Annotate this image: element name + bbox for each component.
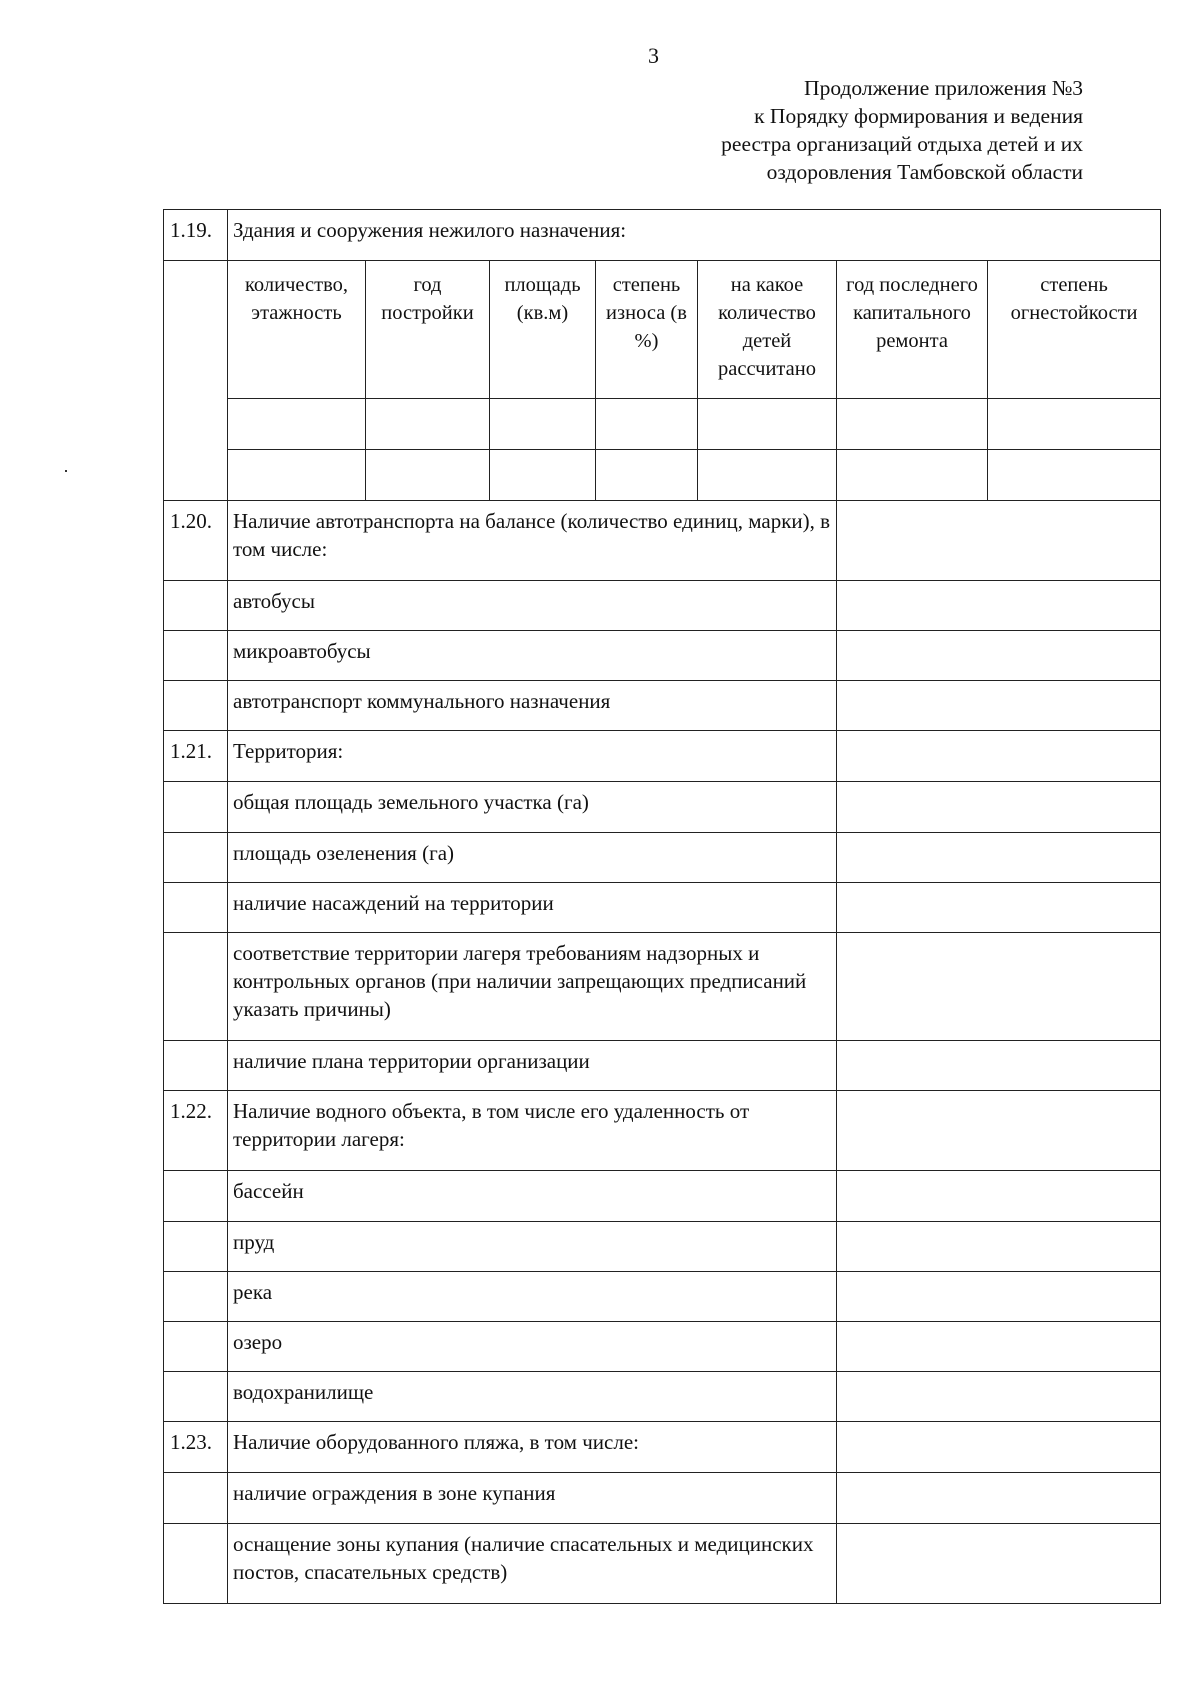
item-number: 1.21. (164, 731, 228, 782)
item-number: 1.20. (164, 501, 228, 581)
item-number (164, 1041, 228, 1091)
item-label: Наличие автотранспорта на балансе (количество единиц, марки), в том числе: (228, 501, 837, 581)
item-value-cell[interactable] (837, 883, 1161, 933)
item-value-cell[interactable] (837, 1473, 1161, 1524)
item-number-cell (164, 261, 228, 501)
item-label: соответствие территории лагеря требованиям надзорных и контрольных органов (при наличии запрещающих предписаний указать причины) (228, 933, 837, 1041)
item-label: пруд (228, 1222, 837, 1272)
item-value-cell[interactable] (837, 1091, 1161, 1171)
item-number: 1.22. (164, 1091, 228, 1171)
item-number (164, 1222, 228, 1272)
item-number (164, 1473, 228, 1524)
page-number: 3 (648, 43, 659, 68)
section-row (164, 1091, 1161, 1171)
sub-item-row (164, 631, 1161, 681)
sub-item-row (164, 782, 1161, 833)
item-label: Наличие водного объекта, в том числе его удаленность от территории лагеря: (228, 1091, 837, 1171)
sub-item-row (164, 681, 1161, 731)
sub-item-row (164, 1322, 1161, 1372)
item-number (164, 833, 228, 883)
sub-item-row (164, 1473, 1161, 1524)
section-row (164, 501, 1161, 581)
sub-item-row (164, 1524, 1161, 1604)
item-label: водохранилище (228, 1372, 837, 1422)
item-value-cell[interactable] (837, 1372, 1161, 1422)
sub-item-row (164, 833, 1161, 883)
item-value-cell[interactable] (837, 501, 1161, 581)
item-label: наличие насаждений на территории (228, 883, 837, 933)
item-number (164, 933, 228, 1041)
column-header-capacity: на какое количество детей рассчитано (698, 261, 837, 399)
item-number (164, 1322, 228, 1372)
entry-cell[interactable] (228, 399, 366, 450)
sub-item-row (164, 1372, 1161, 1422)
entry-cell[interactable] (228, 450, 366, 501)
sub-item-row (164, 1171, 1161, 1222)
item-number (164, 1524, 228, 1604)
item-label: оснащение зоны купания (наличие спасательных и медицинских постов, спасательных средств) (228, 1524, 837, 1604)
item-label: Территория: (228, 731, 837, 782)
item-value-cell[interactable] (837, 1041, 1161, 1091)
sub-item-row (164, 1272, 1161, 1322)
section-row (164, 1422, 1161, 1473)
section-row (164, 731, 1161, 782)
sub-item-row (164, 883, 1161, 933)
item-value-cell[interactable] (837, 581, 1161, 631)
entry-cell[interactable] (988, 450, 1161, 501)
appendix-heading (623, 74, 1083, 186)
sub-item-row (164, 581, 1161, 631)
column-header-count-floors: количество, этажность (228, 261, 366, 399)
item-value-cell[interactable] (837, 782, 1161, 833)
item-label: озеро (228, 1322, 837, 1372)
item-number (164, 631, 228, 681)
heading-line: к Порядку формирования и ведения (754, 104, 1083, 128)
item-label: площадь озеленения (га) (228, 833, 837, 883)
item-number: 1.23. (164, 1422, 228, 1473)
entry-cell[interactable] (490, 399, 596, 450)
entry-cell[interactable] (698, 450, 837, 501)
item-value-cell[interactable] (837, 1171, 1161, 1222)
item-label: Наличие оборудованного пляжа, в том числе: (228, 1422, 837, 1473)
item-label: река (228, 1272, 837, 1322)
entry-cell[interactable] (596, 450, 698, 501)
entry-cell[interactable] (490, 450, 596, 501)
item-label: автотранспорт коммунального назначения (228, 681, 837, 731)
column-header-area: площадь (кв.м) (490, 261, 596, 399)
item-number (164, 1272, 228, 1322)
column-header-wear: степень износа (в %) (596, 261, 698, 399)
sub-item-row (164, 1222, 1161, 1272)
entry-cell[interactable] (698, 399, 837, 450)
item-label: бассейн (228, 1171, 837, 1222)
entry-cell[interactable] (596, 399, 698, 450)
item-label: автобусы (228, 581, 837, 631)
item-number (164, 1171, 228, 1222)
item-value-cell[interactable] (837, 631, 1161, 681)
item-value-cell[interactable] (837, 1272, 1161, 1322)
item-number: 1.19. (164, 210, 228, 261)
column-header-fire-resistance: степень огнестойкости (988, 261, 1161, 399)
item-label: наличие ограждения в зоне купания (228, 1473, 837, 1524)
item-number (164, 681, 228, 731)
column-header-repair-year: год последнего капитального ремонта (837, 261, 988, 399)
entry-cell[interactable] (837, 450, 988, 501)
item-number (164, 581, 228, 631)
item-value-cell[interactable] (837, 1222, 1161, 1272)
entry-cell[interactable] (366, 450, 490, 501)
item-number (164, 782, 228, 833)
item-value-cell[interactable] (837, 833, 1161, 883)
heading-line: оздоровления Тамбовской области (766, 160, 1083, 184)
section-119-title-row (164, 210, 1161, 261)
item-value-cell[interactable] (837, 731, 1161, 782)
item-label: общая площадь земельного участка (га) (228, 782, 837, 833)
item-value-cell[interactable] (837, 681, 1161, 731)
sub-item-row (164, 1041, 1161, 1091)
item-value-cell[interactable] (837, 933, 1161, 1041)
section-119-entry-row (164, 450, 1161, 501)
registry-form-table (163, 209, 1161, 1604)
heading-line: реестра организаций отдыха детей и их (721, 132, 1083, 156)
entry-cell[interactable] (366, 399, 490, 450)
section-119-title: Здания и сооружения нежилого назначения: (228, 210, 1161, 261)
item-value-cell[interactable] (837, 1524, 1161, 1604)
item-value-cell[interactable] (837, 1322, 1161, 1372)
item-label: наличие плана территории организации (228, 1041, 837, 1091)
item-label: микроавтобусы (228, 631, 837, 681)
heading-line: Продолжение приложения №3 (804, 76, 1083, 100)
item-value-cell[interactable] (837, 1422, 1161, 1473)
section-119-entry-row (164, 399, 1161, 450)
item-number (164, 1372, 228, 1422)
scan-speck (65, 470, 67, 472)
section-119-header-row (164, 261, 1161, 399)
item-number (164, 883, 228, 933)
entry-cell[interactable] (837, 399, 988, 450)
column-header-build-year: год постройки (366, 261, 490, 399)
entry-cell[interactable] (988, 399, 1161, 450)
sub-item-row (164, 933, 1161, 1041)
